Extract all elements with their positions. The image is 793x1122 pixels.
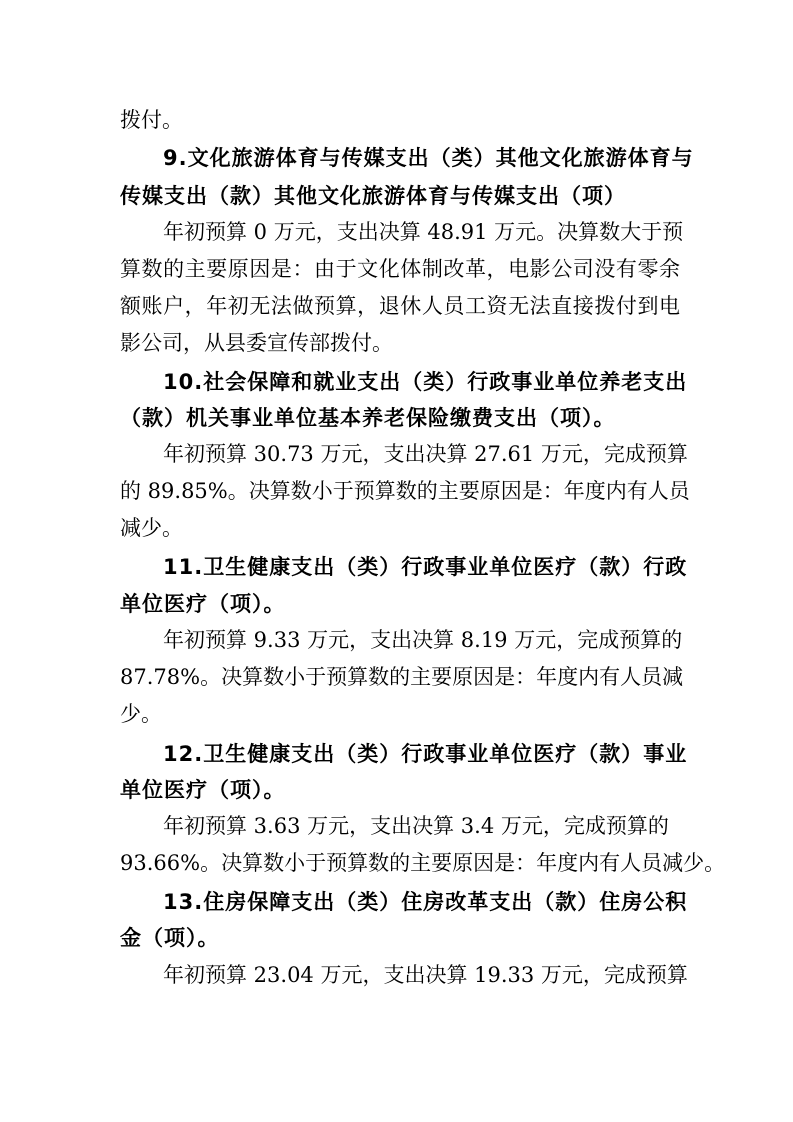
paragraph-line: 年初预算 3.63 万元，支出决算 3.4 万元，完成预算的 <box>163 814 669 838</box>
paragraph-line: 的 89.85%。决算数小于预算数的主要原因是：年度内有人员 <box>120 479 690 503</box>
section-heading-12-cont: 单位医疗（项）。 <box>120 778 286 802</box>
section-heading-11: 11.卫生健康支出（类）行政事业单位医疗（款）行政 <box>163 555 688 579</box>
paragraph-line: 拨付。 <box>120 108 183 132</box>
paragraph-line: 减少。 <box>120 516 183 540</box>
paragraph-line: 年初预算 0 万元，支出决算 48.91 万元。决算数大于预 <box>163 220 684 244</box>
paragraph-line: 87.78%。决算数小于预算数的主要原因是：年度内有人员减 <box>120 665 684 689</box>
section-heading-13: 13.住房保障支出（类）住房改革支出（款）住房公积 <box>163 890 688 914</box>
section-heading-13-cont: 金（项）。 <box>120 926 220 950</box>
section-heading-11-cont: 单位医疗（项）。 <box>120 592 286 616</box>
paragraph-line: 年初预算 9.33 万元，支出决算 8.19 万元，完成预算的 <box>163 628 683 652</box>
section-heading-10: 10.社会保障和就业支出（类）行政事业单位养老支出 <box>163 370 688 394</box>
paragraph-line: 年初预算 30.73 万元，支出决算 27.61 万元，完成预算 <box>163 442 688 466</box>
section-heading-12: 12.卫生健康支出（类）行政事业单位医疗（款）事业 <box>163 742 688 766</box>
section-heading-9-cont: 传媒支出（款）其他文化旅游体育与传媒支出（项） <box>120 184 626 208</box>
paragraph-line: 额账户，年初无法做预算，退休人员工资无法直接拨付到电 <box>120 294 680 318</box>
paragraph-line: 年初预算 23.04 万元，支出决算 19.33 万元，完成预算 <box>163 963 688 987</box>
paragraph-line: 算数的主要原因是：由于文化体制改革，电影公司没有零余 <box>120 257 680 281</box>
paragraph-line: 93.66%。决算数小于预算数的主要原因是：年度内有人员减少。 <box>120 851 726 875</box>
section-heading-10-cont: （款）机关事业单位基本养老保险缴费支出（项）。 <box>120 406 616 430</box>
paragraph-line: 影公司，从县委宣传部拨付。 <box>120 331 393 355</box>
paragraph-line: 少。 <box>120 702 162 726</box>
section-heading-9: 9.文化旅游体育与传媒支出（类）其他文化旅游体育与 <box>163 146 694 170</box>
